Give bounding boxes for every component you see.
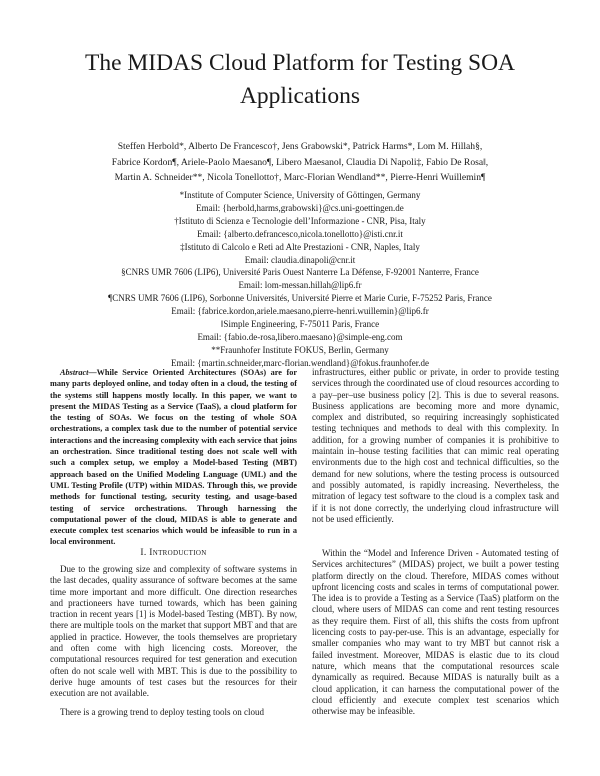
affiliation-email: Email: {alberto.defrancesco,nicola.tonellotto}@isti.cnr.it — [197, 228, 403, 239]
abstract — [50, 367, 297, 548]
introduction-left-column — [50, 564, 297, 718]
affiliation-line: ¶CNRS UMR 7606 (LIP6), Sorbonne Universités, Université Pierre et Marie Curie, F-75252 Paris, France — [108, 293, 492, 304]
affiliation-line: ‡Istituto di Calcolo e Reti ad Alte Prestazioni - CNR, Naples, Italy — [180, 241, 420, 252]
paper-title: The MIDAS Cloud Platform for Testing SOA Applications — [84, 50, 516, 109]
author-line: Steffen Herbold*, Alberto De Francesco†, Jens Grabowski*, Patrick Harms*, Lom M. Hillah§, — [117, 141, 483, 152]
right-column-top — [312, 367, 559, 525]
affiliation-email: Email: claudia.dinapoli@cnr.it — [244, 254, 356, 265]
affiliation-email: Email: {martin.schneider,marc-florian.wendland}@fokus.fraunhofer.de — [171, 357, 429, 368]
affiliation-email: Email: {fabrice.kordon,ariele.maesano,pierre-henri.wuillemin}@lip6.fr — [171, 306, 429, 317]
section-title: Introduction — [149, 548, 207, 558]
affiliation-line: *Institute of Computer Science, University of Göttingen, Germany — [179, 190, 421, 200]
section-number: I. — [140, 548, 147, 558]
affiliation-line: **Fraunhofer Institute FOKUS, Berlin, Germany — [211, 344, 389, 355]
affiliation-line: ‖Simple Engineering, F-75011 Paris, France — [220, 319, 380, 330]
paragraph: infrastructures, either public or private, in order to provide testing services through the coordinated use of cloud resources according to a pay–per–use business policy [2]. This is due to several reasons. Business applications are becoming more and more dynamic, complex and distributed, so requiring increasingly sophisticated testing techniques and methods to deal with this complexity. In addition, for a growing number of companies it is prohibitive to maintain in–house testing facilities that can mimic real operating environments due to the high cost and technical difficulties, so the demand for new solutions, where the testing process is outsourced and possibly automated, is rapidly increasing. Nevertheless, the mitration of legacy test software to the cloud is a complex task and if it is not done correctly, the underlying cloud infrastructure will not be used efficiently. — [312, 367, 559, 524]
author-line: Fabrice Kordon¶, Ariele-Paolo Maesano¶, Libero Maesano‖, Claudia Di Napoli‡, Fabio De Rosa‖, — [111, 156, 489, 168]
section-heading — [50, 548, 297, 558]
affiliation-email: Email: {herbold,harms,grabowski}@cs.uni-goettingen.de — [196, 202, 404, 213]
affiliation-email: Email: {fabio.de-rosa,libero.maesano}@simple-eng.com — [197, 331, 403, 342]
affiliation-line: §CNRS UMR 7606 (LIP6), Université Paris Ouest Nanterre La Défense, F-92001 Nanterre, France — [121, 267, 479, 278]
paragraph: There is a growing trend to deploy testing tools on cloud — [60, 706, 264, 717]
affiliations — [60, 189, 540, 370]
paragraph: Due to the growing size and complexity of software systems in the last decades, quality assurance of software becomes at the same time more important and more difficult. One direction researches and practioneers have turned towards, which has been gaining traction in recent years [1] is Model-based Testing (MBT). By now, there are multiple tools on the market that support MBT and that are applied in practice. However, the tools themselves are proprietary and often come with high licencing costs. Moreover, the computational resources required for test generation and execution often do not scale well with MBT. This is due to the possibility to derive huge amounts of test cases but the resources for their execution are not available. — [50, 564, 297, 699]
affiliation-line: †Istituto di Scienza e Tecnologie dell’Informazione - CNR, Pisa, Italy — [174, 215, 426, 226]
author-list — [40, 139, 560, 186]
abstract-heading: Abstract — [60, 368, 89, 377]
author-line: Martin A. Schneider**, Nicola Tonellotto†, Marc-Florian Wendland**, Pierre-Henri Wuillemin¶ — [114, 172, 486, 183]
affiliation-email: Email: lom-messan.hillah@lip6.fr — [238, 280, 362, 291]
introduction-right-column — [312, 548, 559, 717]
abstract-text: —While Service Oriented Architectures (SOAs) are for many parts deployed online, and today often in a cloud, the testing of the systems still happens mostly locally. In this paper, we want to present the MIDAS Testing as a Service (TaaS), a cloud platform for the testing of SOAs. We focus on the testing of whole SOA orchestrations, a complex task due to the number of potential service interactions and the increasing complexity with each service that joins an orchestration. Since traditional testing does not scale well with such a complex setup, we employ a Model-based Testing (MBT) approach based on the Unified Modeling Language (UML) and the UML Testing Profile (UTP) within MIDAS. Through this, we provide methods for functional testing, security testing, and usage-based testing of service orchestrations. Through harnessing the computational power of the cloud, MIDAS is able to generate and execute complex test scenarios which would be infeasible to run in a local environment. — [50, 368, 297, 547]
paragraph: Within the “Model and Inference Driven - Automated testing of Services architectures” (MIDAS) project, we built a power testing platform directly on the cloud. Therefore, MIDAS comes without upfront licencing costs and scales in terms of computational power. The idea is to provide a Testing as a Service (TaaS) platform on the cloud, where users of MIDAS can come and rent testing resources as they require them. First of all, this shifts the costs from upfront licencing costs to pay-per-use. This is an advantage, especially for smaller companies who may want to try MBT but cannot risk a failed investment. Moreover, MIDAS is elastic due to its cloud nature, which means that the computational resources scale dynamically as required. Because MIDAS is naturally built as a cloud application, it can harness the computational power of the cloud efficiently and execute complex test scenarios which otherwise may be infeasible. — [312, 548, 559, 717]
